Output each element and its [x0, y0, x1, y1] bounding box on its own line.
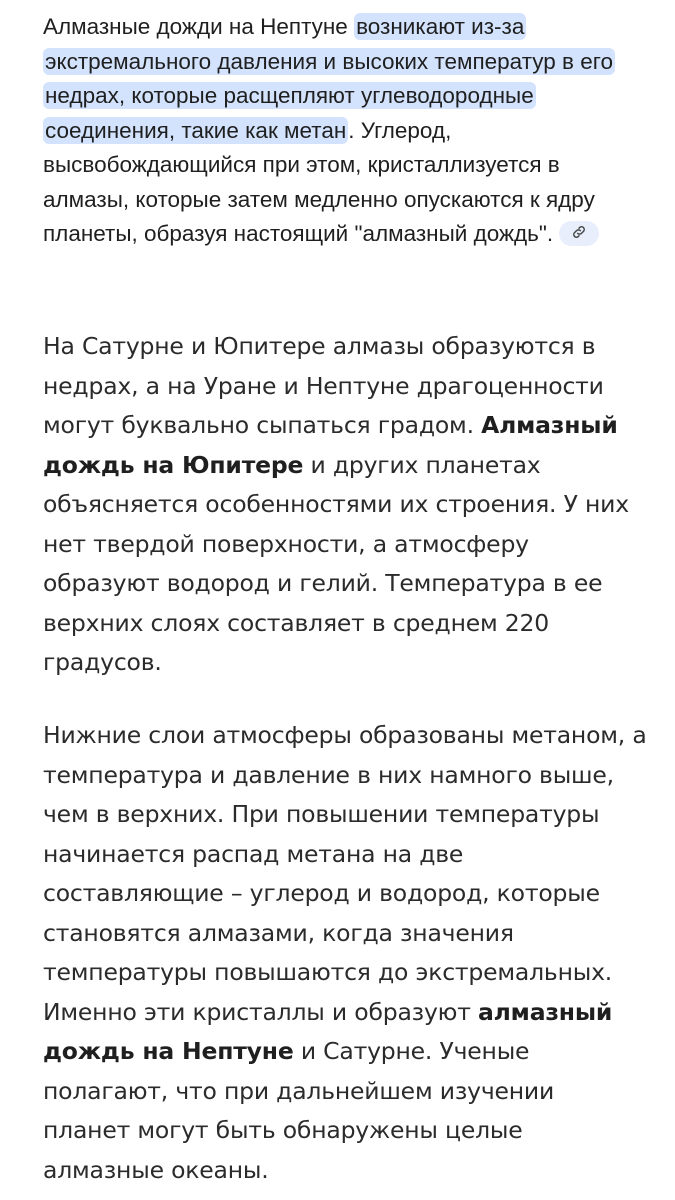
paragraph-2-intro: Нижние слои атмосферы образованы метаном, а температура и давление в них намного выше, чем в верхних. При повышении температуры начинается распад метана на две составляющие – углерод и водород, которые становятся алмазами, когда значения температуры повышаются до экстремальных. Именно эти кристаллы и образуют — [43, 721, 647, 1026]
answer-highlight[interactable]: возникают из-за экстремального давления и высоких температур в его недрах, которые расщепляют углеводородные соединения, такие как метан — [45, 14, 613, 143]
paragraph-2-bold: алмазный дождь на Нептуне — [43, 997, 613, 1065]
paragraph-1-rest: и других планетах объясняется особенностями их строения. У них нет твердой поверхности, а атмосферу образуют водород и гелий. Температура в ее верхних слоях составляет в среднем 220 градусов. — [43, 450, 629, 676]
paragraph-2-rest: и Сатурне. Ученые полагают, что при дальнейшем изучении планет могут быть обнаружены целые алмазные океаны. — [43, 1037, 555, 1184]
source-link-button[interactable] — [559, 221, 599, 246]
paragraph-1-bold: Алмазный дождь на Юпитере — [43, 411, 618, 479]
answer-lead: Алмазные дожди на Нептуне — [43, 14, 355, 39]
link-icon — [571, 216, 587, 251]
article-paragraph-2 — [43, 716, 648, 1190]
ai-answer-text — [43, 0, 643, 252]
paragraph-1-intro: На Сатурне и Юпитере алмазы образуются в недрах, а на Уране и Нептуне драгоценности могут буквально сыпаться градом. — [43, 332, 604, 439]
article-paragraph-1 — [43, 327, 648, 683]
answer-rest: . Углерод, высвобождающийся при этом, кристаллизуется в алмазы, которые затем медленно опускаются к ядру планеты, образуя настоящий "алмазный дождь". — [43, 117, 595, 246]
